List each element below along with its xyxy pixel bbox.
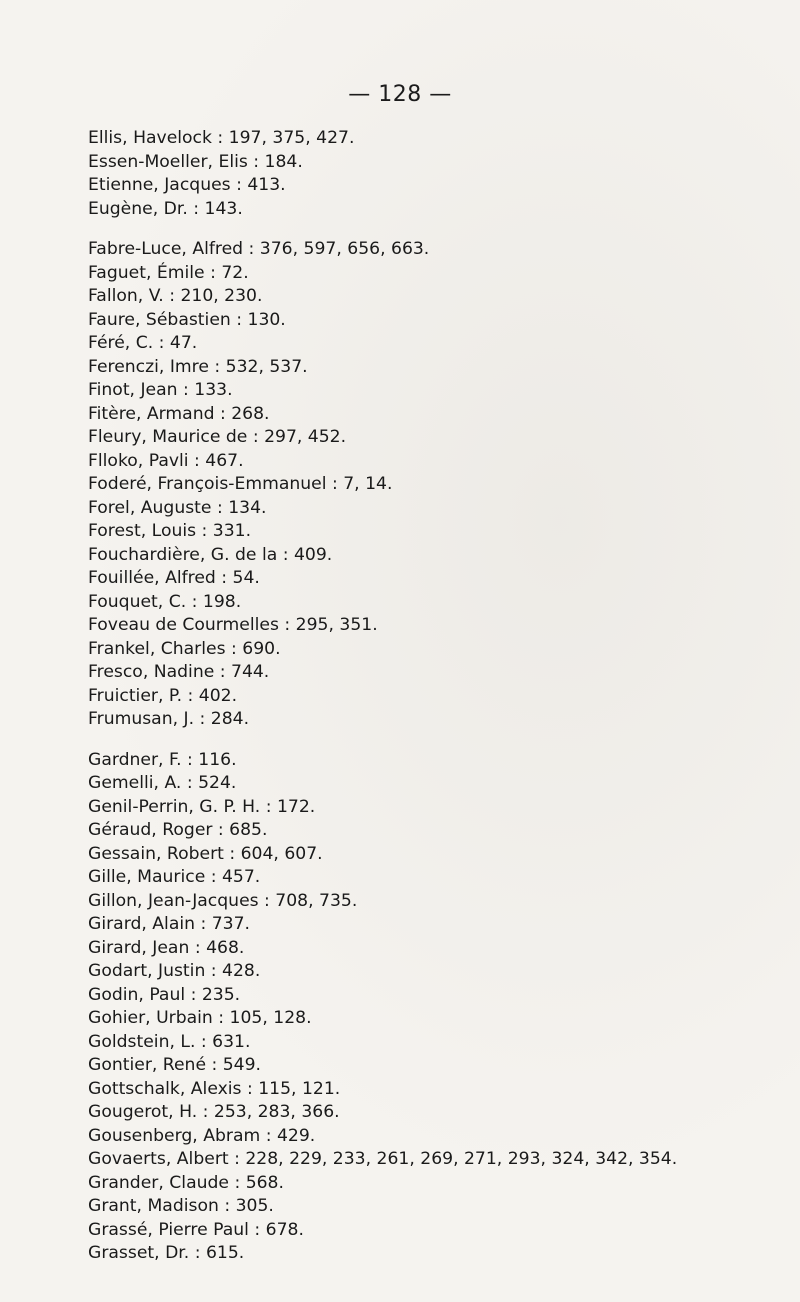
index-entry: Forest, Louis : 331. (88, 521, 252, 541)
index-entry: Finot, Jean : 133. (88, 380, 233, 400)
index-entry: Fouchardière, G. de la : 409. (88, 544, 333, 565)
index-entry: Grasset, Dr. : 615. (88, 1243, 245, 1263)
index-entry: Fouillée, Alfred : 54. (88, 568, 260, 588)
index-group-g (88, 749, 788, 1266)
index-entry: Faguet, Émile : 72. (88, 262, 249, 283)
index-entry: Gille, Maurice : 457. (88, 867, 261, 887)
index-entry: Géraud, Roger : 685. (88, 820, 268, 840)
index-entry: Gillon, Jean-Jacques : 708, 735. (88, 890, 358, 911)
index-entry: Girard, Alain : 737. (88, 914, 251, 934)
index-entry: Frankel, Charles : 690. (88, 638, 281, 659)
index-entry: Fouquet, C. : 198. (88, 591, 242, 612)
index-entry: Gessain, Robert : 604, 607. (88, 843, 323, 864)
index-entry: Gottschalk, Alexis : 115, 121. (88, 1078, 341, 1099)
index-entry: Gardner, F. : 116. (88, 749, 237, 770)
index-entry: Grander, Claude : 568. (88, 1172, 284, 1193)
index-entry: Flloko, Pavli : 467. (88, 450, 244, 471)
index-entry: Gousenberg, Abram : 429. (88, 1125, 316, 1146)
index-entry: Fruictier, P. : 402. (88, 685, 238, 706)
index-entry: Godart, Justin : 428. (88, 961, 261, 981)
index-entry: Fallon, V. : 210, 230. (88, 286, 263, 306)
index-entry: Grassé, Pierre Paul : 678. (88, 1219, 304, 1240)
index-entry: Fleury, Maurice de : 297, 452. (88, 427, 347, 447)
index-entry: Essen-Moeller, Elis : 184. (88, 151, 303, 172)
index-entry: Fitère, Armand : 268. (88, 403, 270, 424)
index-entry: Genil-Perrin, G. P. H. : 172. (88, 796, 316, 817)
index-entry: Goldstein, L. : 631. (88, 1031, 251, 1052)
index-entry: Ellis, Havelock : 197, 375, 427. (88, 128, 355, 148)
index-entry: Godin, Paul : 235. (88, 984, 241, 1005)
index-entry: Frumusan, J. : 284. (88, 709, 250, 729)
index-entry: Grant, Madison : 305. (88, 1196, 274, 1216)
index-entry: Eugène, Dr. : 143. (88, 198, 243, 219)
index-entry: Forel, Auguste : 134. (88, 497, 267, 518)
index-entry: Féré, C. : 47. (88, 333, 198, 353)
index-entry: Fresco, Nadine : 744. (88, 662, 270, 682)
author-index (88, 127, 788, 1283)
index-entry: Govaerts, Albert : 228, 229, 233, 261, 269, 271, 293, 324, 342, 354. (88, 1149, 678, 1169)
index-entry: Gemelli, A. : 524. (88, 773, 237, 793)
page-number: — 128 — (348, 82, 452, 107)
index-entry: Gougerot, H. : 253, 283, 366. (88, 1102, 340, 1122)
index-entry: Ferenczi, Imre : 532, 537. (88, 356, 308, 377)
index-entry: Gohier, Urbain : 105, 128. (88, 1008, 312, 1028)
index-entry: Foderé, François-Emmanuel : 7, 14. (88, 474, 393, 494)
index-entry: Foveau de Courmelles : 295, 351. (88, 615, 378, 635)
index-entry: Etienne, Jacques : 413. (88, 175, 286, 195)
index-group-e (88, 127, 788, 221)
index-group-f (88, 238, 788, 732)
index-entry: Faure, Sébastien : 130. (88, 309, 286, 330)
index-entry: Gontier, René : 549. (88, 1055, 262, 1075)
index-entry: Girard, Jean : 468. (88, 937, 245, 958)
index-entry: Fabre-Luce, Alfred : 376, 597, 656, 663. (88, 239, 430, 259)
